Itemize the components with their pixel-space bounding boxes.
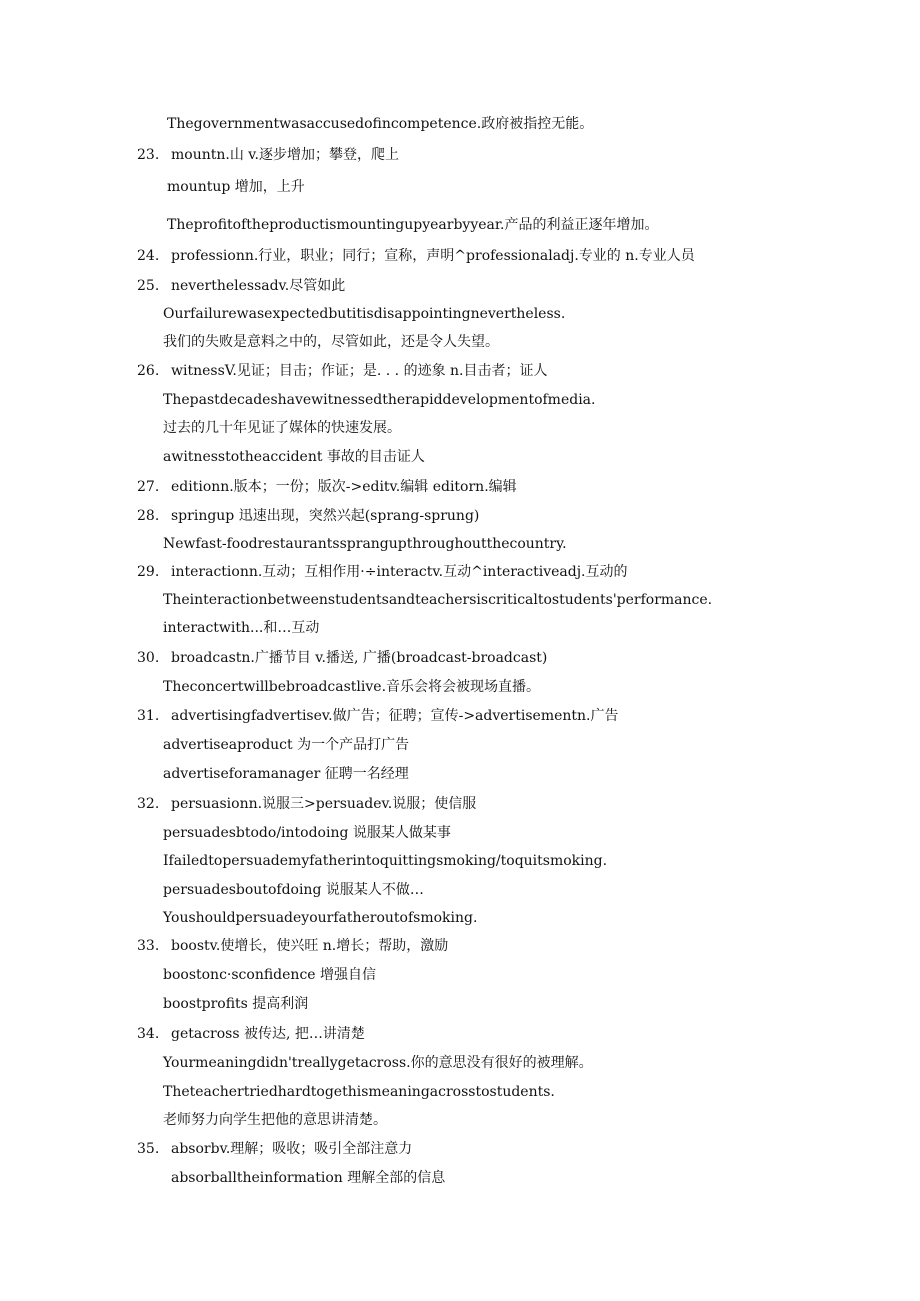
entry-number: 29. <box>137 564 160 580</box>
text-line: Theinteractionbetweenstudentsandteachersiscriticaltostudents'performance. <box>163 592 713 608</box>
text-line: editionn.版本；一份；版次->editv.编辑 editorn.编辑 <box>171 479 517 495</box>
text-line: absorbv.理解；吸收；吸引全部注意力 <box>171 1141 413 1157</box>
entry-number: 35. <box>137 1141 160 1157</box>
text-line: boostprofits 提高利润 <box>163 996 309 1012</box>
text-line: 老师努力向学生把他的意思讲清楚。 <box>163 1112 387 1128</box>
entry-number: 28. <box>137 508 160 524</box>
text-line: absorballtheinformation 理解全部的信息 <box>171 1170 446 1186</box>
text-line: boostv.使增长，使兴旺 n.增长；帮助，激励 <box>171 938 449 954</box>
entry-number: 33. <box>137 938 160 954</box>
text-line: persuasionn.说服三>persuadev.说服；使信服 <box>171 796 477 812</box>
text-line: 过去的几十年见证了媒体的快速发展。 <box>163 420 401 436</box>
text-line: getacross 被传达, 把…讲清楚 <box>171 1026 365 1042</box>
entry-number: 23. <box>137 147 160 163</box>
entry-number: 32. <box>137 796 160 812</box>
text-line: Theprofitoftheproductismountingupyearbyyear.产品的利益正逐年增加。 <box>167 217 659 233</box>
text-line: mountup 增加，上升 <box>167 179 305 195</box>
text-line: broadcastn.广播节目 v.播送, 广播(broadcast-broadcast) <box>171 650 548 666</box>
text-line: Theconcertwillbebroadcastlive.音乐会将会被现场直播。 <box>163 679 541 695</box>
text-line: Ifailedtopersuademyfatherintoquittingsmoking/toquitsmoking. <box>163 853 608 869</box>
text-line: advertiseaproduct 为一个产品打广告 <box>163 737 410 753</box>
entry-number: 31. <box>137 708 160 724</box>
entry-number: 25. <box>137 278 160 294</box>
entry-number: 34. <box>137 1026 160 1042</box>
text-line: springup 迅速出现，突然兴起(sprang-sprung) <box>171 508 480 524</box>
text-line: Youshouldpersuadeyourfatheroutofsmoking. <box>163 910 478 926</box>
text-line: witnessV.见证；目击；作证；是. . . 的迹象 n.目击者；证人 <box>171 363 548 379</box>
text-line: mountn.山 v.逐步增加；攀登，爬上 <box>171 147 399 163</box>
text-line: Thepastdecadeshavewitnessedtherapiddevelopmentofmedia. <box>163 392 596 408</box>
text-line: advertiseforamanager 征聘一名经理 <box>163 766 409 782</box>
text-line: persuadesboutofdoing 说服某人不做… <box>163 882 424 898</box>
text-line: Ourfailurewasexpectedbutitisdisappointingnevertheless. <box>163 306 566 322</box>
text-line: professionn.行业，职业；同行；宣称，声明^professionaladj.专业的 n.专业人员 <box>171 248 695 264</box>
text-line: Yourmeaningdidn'treallygetacross.你的意思没有很好的被理解。 <box>163 1055 593 1071</box>
text-line: persuadesbtodo/intodoing 说服某人做某事 <box>163 825 451 841</box>
entry-number: 27. <box>137 479 160 495</box>
text-line: awitnesstotheaccident 事故的目击证人 <box>163 449 425 465</box>
text-line: advertisingfadvertisev.做广告；征聘；宣传->advertisementn.广告 <box>171 708 619 724</box>
text-line: boostonc·sconfidence 增强自信 <box>163 967 377 983</box>
text-line: 我们的失败是意料之中的，尽管如此，还是令人失望。 <box>163 334 499 350</box>
text-line: Thegovernmentwasaccusedofincompetence.政府被指控无能。 <box>167 116 594 132</box>
text-line: neverthelessadv.尽管如此 <box>171 278 346 294</box>
text-line: Newfast-foodrestaurantssprangupthroughoutthecountry. <box>163 536 567 552</box>
text-line: Theteachertriedhardtogethismeaningacrosstostudents. <box>163 1084 555 1100</box>
entry-number: 24. <box>137 248 160 264</box>
entry-number: 26. <box>137 363 160 379</box>
text-line: interactionn.互动；互相作用·÷interactv.互动^interactiveadj.互动的 <box>171 564 628 580</box>
text-line: interactwith...和…互动 <box>163 620 320 636</box>
entry-number: 30. <box>137 650 160 666</box>
